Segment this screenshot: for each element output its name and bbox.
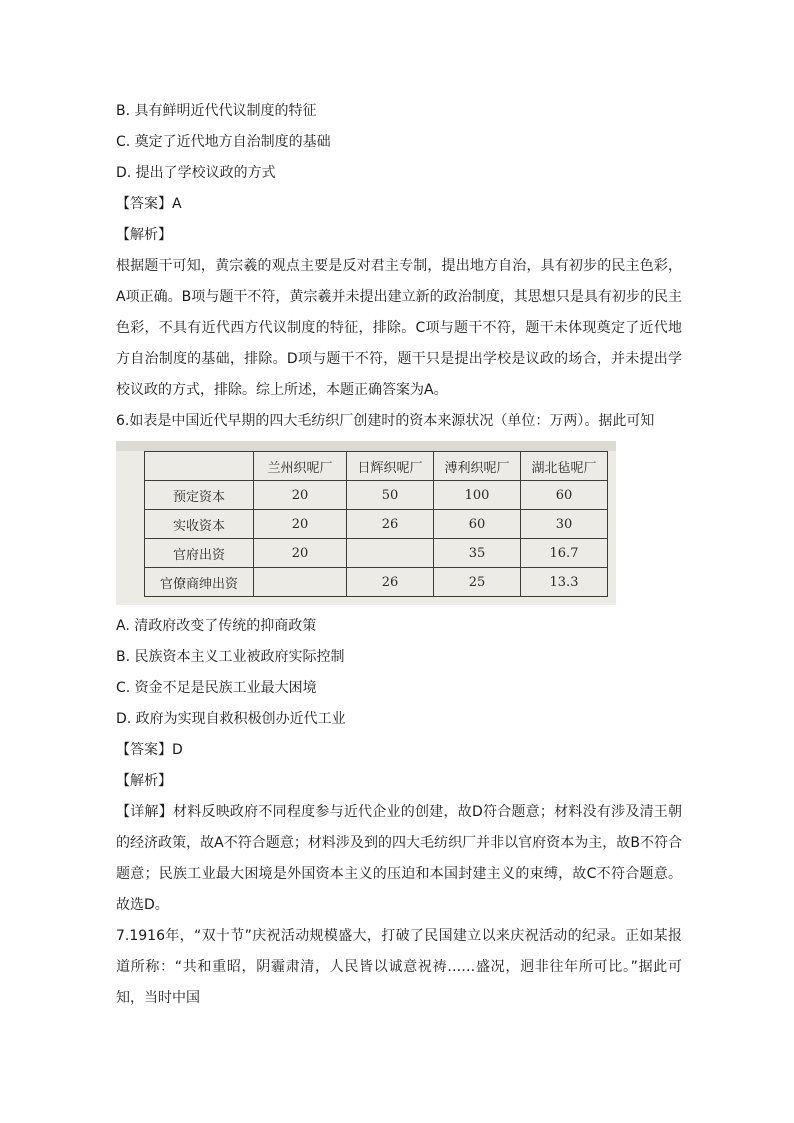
q6-option-d: D. 政府为实现自救积极创办近代工业: [116, 711, 346, 727]
table-header-cell: 兰州织呢厂: [254, 452, 347, 481]
table-cell: 60: [521, 481, 608, 510]
q6-detail-label: 详解: [130, 804, 159, 820]
table-cell: 13.3: [521, 568, 608, 597]
bracket-open: 【: [116, 742, 130, 758]
table-cell: 26: [347, 510, 434, 539]
table-cell: [347, 539, 434, 568]
q6-option-c: C. 资金不足是民族工业最大困境: [116, 680, 317, 696]
q5-option-c: C. 奠定了近代地方自治制度的基础: [116, 134, 331, 150]
table-cell: 25: [434, 568, 521, 597]
document-page: [116, 96, 682, 1014]
q5-option-b: B. 具有鲜明近代代议制度的特征: [116, 103, 317, 119]
table-header-row: [145, 452, 608, 481]
q6-answer-label: 答案: [130, 742, 158, 758]
q5-answer-label: 答案: [130, 196, 158, 212]
q5-analysis-label: 解析: [130, 227, 158, 243]
table-row: [145, 568, 608, 597]
q6-detail-text: 材料反映政府不同程度参与近代企业的创建，故D符合题意；材料没有涉及清王朝的经济政策，故A不符合题意；材料涉及到的四大毛纺织厂并非以官府资本为主，故B不符合题意；民族工业最大困境是外国资本主义的压迫和本国封建主义的束缚，故C不符合题意。故选D。: [116, 804, 683, 913]
table-cell: [254, 568, 347, 597]
table-row: [145, 539, 608, 568]
bracket-close: 】: [158, 773, 172, 789]
q6-answer-value: D: [172, 742, 183, 758]
bracket-close: 】: [158, 742, 172, 758]
table-cell: 100: [434, 481, 521, 510]
bracket-close: 】: [158, 227, 172, 243]
table-cell: 30: [521, 510, 608, 539]
q6-answer: [116, 735, 682, 766]
table-cell: 20: [254, 481, 347, 510]
table-cell: 16.7: [521, 539, 608, 568]
table-cell: 50: [347, 481, 434, 510]
table-cell: 官僚商绅出资: [145, 568, 254, 597]
bracket-close: 】: [158, 804, 173, 820]
table-header-cell: 湖北毡呢厂: [521, 452, 608, 481]
q6-stem: 6.如表是中国近代早期的四大毛纺织厂创建时的资本来源状况（单位：万两）。据此可知: [116, 413, 655, 429]
table-header-cell: 日辉织呢厂: [347, 452, 434, 481]
q6-option-b: B. 民族资本主义工业被政府实际控制: [116, 649, 345, 665]
bracket-open: 【: [116, 196, 130, 212]
q6-option-a: A. 清政府改变了传统的抑商政策: [116, 618, 317, 634]
q7-stem: 7.1916年，“双十节”庆祝活动规模盛大，打破了民国建立以来庆祝活动的纪录。正如某报道所称：“共和重昭，阴霾肃清，人民皆以诚意祝祷……盛况，迥非往年所可比。”据此可知，当时中国: [116, 928, 682, 1006]
table-header-cell: 溥利织呢厂: [434, 452, 521, 481]
q5-answer: [116, 189, 682, 220]
bracket-open: 【: [116, 804, 131, 820]
table-cell: 20: [254, 539, 347, 568]
q5-answer-value: A: [172, 196, 182, 212]
table-cell: 20: [254, 510, 347, 539]
q5-option-d: D. 提出了学校议政的方式: [116, 165, 276, 181]
q5-analysis-heading: [116, 220, 682, 251]
table-cell: 官府出资: [145, 539, 254, 568]
q5-analysis-text: 根据题干可知，黄宗羲的观点主要是反对君主专制，提出地方自治，具有初步的民主色彩，A项正确。B项与题干不符，黄宗羲并未提出建立新的政治制度，其思想只是具有初步的民主色彩，不具有近代西方代议制度的特征，排除。C项与题干不符，题干未体现奠定了近代地方自治制度的基础，排除。D项与题干不符，题干只是提出学校是议政的场合，并未提出学校议政的方式，排除。综上所述，本题正确答案为A。: [116, 258, 682, 398]
table-cell: 预定资本: [145, 481, 254, 510]
q6-analysis-label: 解析: [130, 773, 158, 789]
table-row: [145, 481, 608, 510]
table-header-cell: [145, 452, 254, 481]
table-cell: 60: [434, 510, 521, 539]
table-photo: [116, 441, 616, 605]
table-cell: 26: [347, 568, 434, 597]
capital-table: [144, 451, 608, 597]
bracket-close: 】: [158, 196, 172, 212]
q6-detail: [116, 797, 682, 921]
q6-analysis-heading: [116, 766, 682, 797]
table-row: [145, 510, 608, 539]
bracket-open: 【: [116, 227, 130, 243]
bracket-open: 【: [116, 773, 130, 789]
table-cell: 实收资本: [145, 510, 254, 539]
table-cell: 35: [434, 539, 521, 568]
